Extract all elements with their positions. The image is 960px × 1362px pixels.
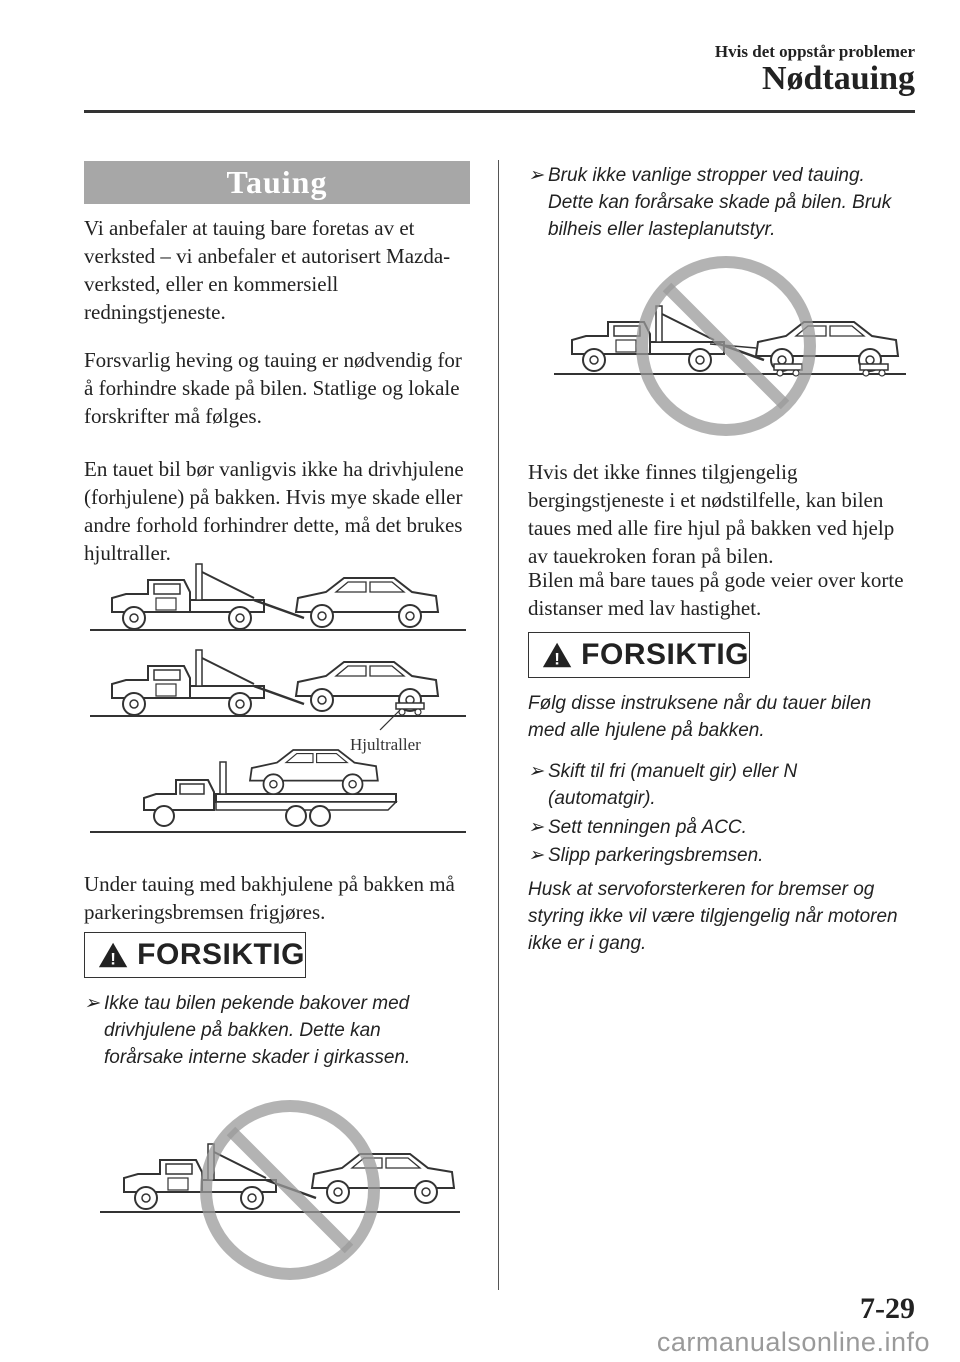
flatbed-tow-figure [90, 750, 466, 832]
caution-bullet-neutral [528, 758, 908, 812]
caution-bullet-text-left: Ikke tau bilen pekende bakover med drivhjulene på bakken. Dette kan forårsake interne skader i girkassen. [104, 993, 411, 1068]
section-banner: Tauing [84, 161, 470, 204]
bullet-arrow-icon: ➢ [528, 817, 544, 838]
bullet-text-neutral: Skift til fri (manuelt gir) eller N (automatgir). [548, 761, 798, 809]
page-number: 7-29 [860, 1292, 915, 1325]
paragraph-dolly: En tauet bil bør vanligvis ikke ha drivhjulene (forhjulene) på bakken. Hvis mye skade eller andre forhold forhindrer dette, må det brukes hjultraller. [84, 457, 464, 565]
caution-box-left [84, 932, 306, 978]
bullet-straps [528, 162, 908, 243]
page-title: Nødtauing [761, 60, 915, 97]
watermark: carmanualsonline.info [656, 1327, 930, 1357]
caution-outro-right: Husk at servoforsterkeren for bremser og styring ikke vil være tilgjengelig når motoren ikke er i gang. [528, 879, 898, 954]
bullet-text-ignition: Sett tenningen på ACC. [548, 817, 747, 838]
warning-triangle-icon [97, 940, 129, 970]
warning-triangle-icon [541, 640, 573, 670]
wheel-lift-tow-figure [90, 564, 466, 630]
prohibited-strap-tow-illustration [550, 248, 910, 448]
bullet-arrow-icon: ➢ [528, 761, 544, 782]
caution-box-right [528, 632, 750, 678]
dolly-tow-figure [90, 650, 466, 730]
paragraph-recommendation: Vi anbefaler at tauing bare foretas av et verksted – vi anbefaler et autorisert Mazda-verksted, eller en kommersiell redningstjeneste. [84, 216, 451, 324]
prohibited-rear-tow-illustration [100, 1090, 470, 1290]
svg-text:!: ! [110, 949, 116, 969]
caution-intro-right: Følg disse instruksene når du tauer bilen med alle hjulene på bakken. [528, 693, 872, 741]
paragraph-regulations: Forsvarlig heving og tauing er nødvendig for å forhindre skade på bilen. Statlige og lokale forskrifter må følges. [84, 348, 462, 428]
column-divider [498, 160, 499, 1290]
svg-text:!: ! [554, 649, 560, 669]
paragraph-road-conditions: Bilen må bare taues på gode veier over korte distanser med lav hastighet. [528, 568, 904, 620]
towing-methods-illustration [84, 560, 474, 842]
bullet-text-brake: Slipp parkeringsbremsen. [548, 845, 764, 866]
caution-bullet-left [84, 990, 464, 1071]
caution-bullet-ignition [528, 814, 908, 841]
caution-label-right: FORSIKTIG [581, 638, 749, 671]
bullet-arrow-icon: ➢ [84, 993, 100, 1014]
header-section-label: Hvis det oppstår problemer [714, 42, 915, 61]
bullet-arrow-icon: ➢ [528, 165, 544, 186]
bullet-arrow-icon: ➢ [528, 845, 544, 866]
prohibition-sign-icon [198, 1098, 382, 1282]
paragraph-emergency-tow: Hvis det ikke finnes tilgjengelig bergingstjeneste i et nødstilfelle, kan bilen taues med alle fire hjul på bakken ved hjelp av tauekroken foran på bilen. [528, 460, 895, 568]
figure-label-dolly: Hjultraller [350, 735, 421, 754]
caution-bullet-brake [528, 842, 908, 869]
header-rule [84, 110, 915, 113]
paragraph-parking-brake: Under tauing med bakhjulene på bakken må parkeringsbremsen frigjøres. [84, 872, 455, 924]
caution-label-left: FORSIKTIG [137, 938, 305, 971]
bullet-straps-text: Bruk ikke vanlige stropper ved tauing. Dette kan forårsake skade på bilen. Bruk bilheis eller lasteplanutstyr. [548, 165, 892, 240]
